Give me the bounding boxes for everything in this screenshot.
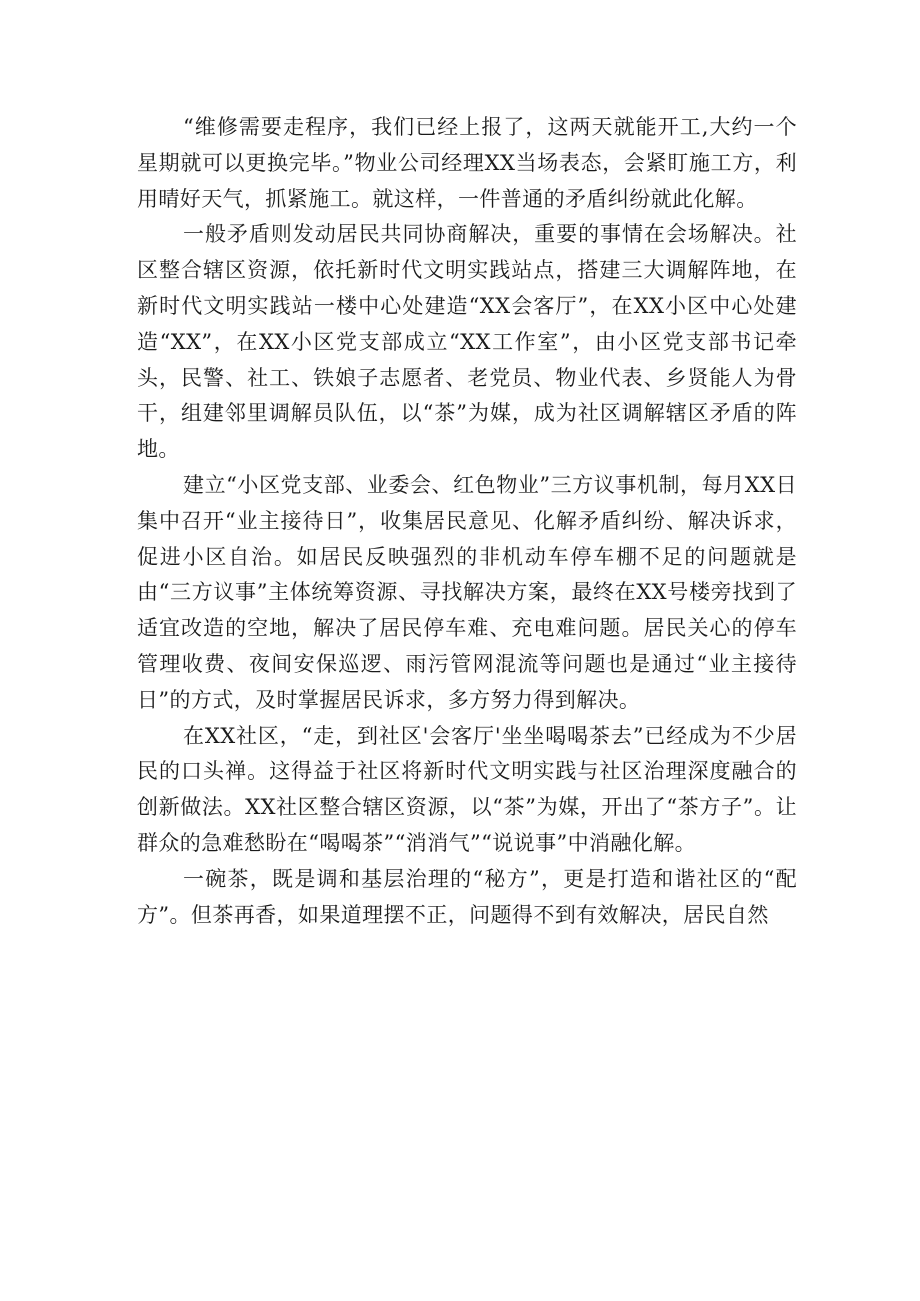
document-body	[137, 110, 797, 933]
paragraph-5: 一碗茶，既是调和基层治理的“秘方”，更是打造和谐社区的“配方”。但茶再香，如果道理摆不正，问题得不到有效解决，居民自然	[137, 866, 797, 927]
paragraph-2: 一般矛盾则发动居民共同协商解决，重要的事情在会场解决。社区整合辖区资源，依托新时代文明实践站点，搭建三大调解阵地，在新时代文明实践站一楼中心处建造“XX会客厅”，在XX小区中心处建造“XX”，在XX小区党支部成立“XX工作室”，由小区党支部书记牵头，民警、社工、铁娘子志愿者、老党员、物业代表、乡贤能人为骨干，组建邻里调解员队伍，以“茶”为媒，成为社区调解辖区矛盾的阵地。	[137, 222, 797, 462]
paragraph-3: 建立“小区党支部、业委会、红色物业”三方议事机制，每月XX日集中召开“业主接待日”，收集居民意见、化解矛盾纠纷、解决诉求，促进小区自治。如居民反映强烈的非机动车停车棚不足的问题就是由“三方议事”主体统筹资源、寻找解决方案，最终在XX号楼旁找到了适宜改造的空地，解决了居民停车难、充电难问题。居民关心的停车管理收费、夜间安保巡逻、雨污管网混流等问题也是通过“业主接待日”的方式，及时掌握居民诉求，多方努力得到解决。	[137, 472, 797, 712]
paragraph-1: “维修需要走程序，我们已经上报了，这两天就能开工,大约一个星期就可以更换完毕。”物业公司经理XX当场表态，会紧盯施工方，利用晴好天气，抓紧施工。就这样，一件普通的矛盾纠纷就此化解。	[137, 115, 797, 211]
paragraph-4: 在XX社区，“走，到社区'会客厅'坐坐喝喝茶去”已经成为不少居民的口头禅。这得益于社区将新时代文明实践与社区治理深度融合的创新做法。XX社区整合辖区资源，以“茶”为媒，开出了“茶方子”。让群众的急难愁盼在“喝喝茶”“消消气”“说说事”中消融化解。	[137, 723, 797, 855]
